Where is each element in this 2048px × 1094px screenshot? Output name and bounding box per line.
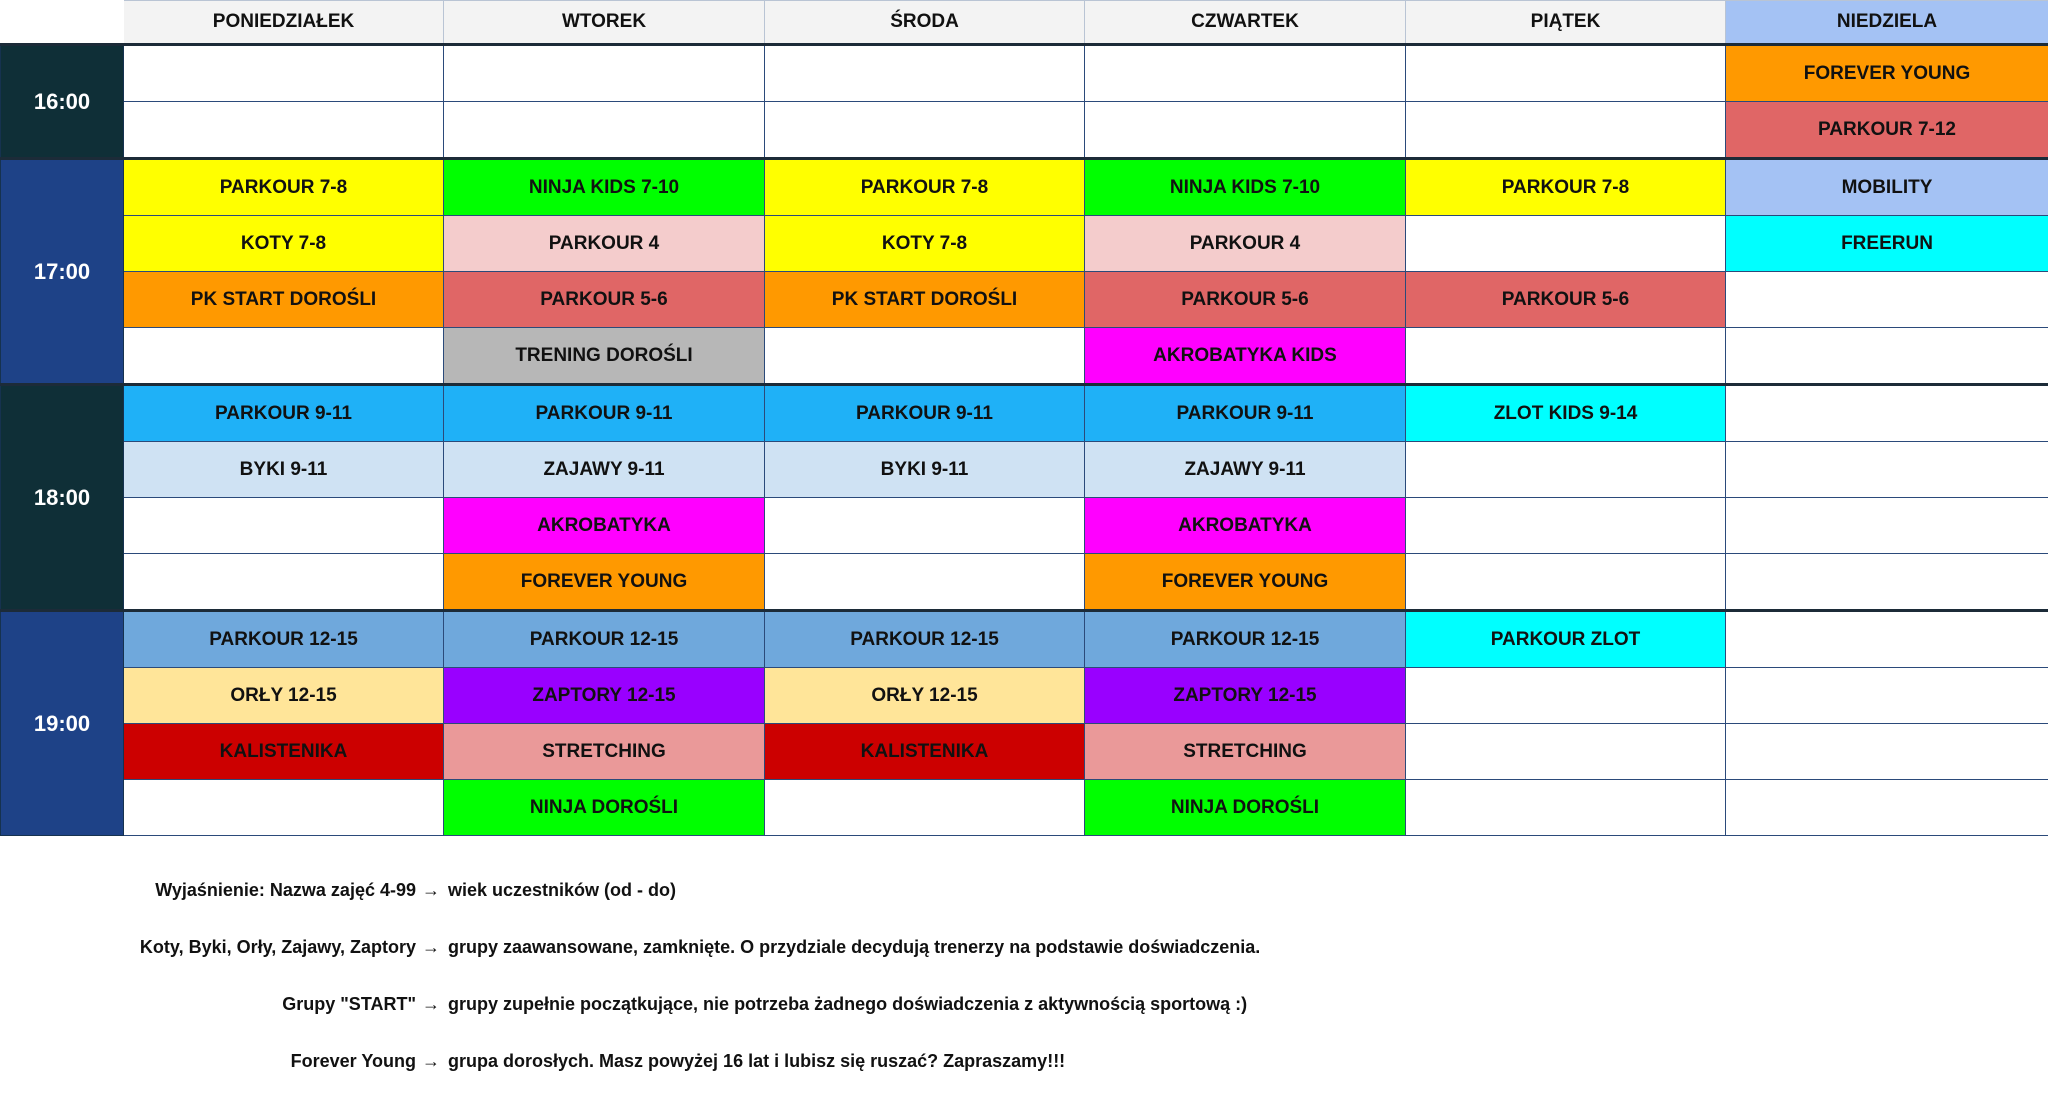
empty-cell-friday xyxy=(1406,442,1726,498)
class-cell-thursday: NINJA DOROŚLI xyxy=(1085,780,1406,836)
schedule-row xyxy=(1,442,2048,498)
class-cell-tuesday: NINJA DOROŚLI xyxy=(444,780,765,836)
empty-cell-monday xyxy=(124,328,444,385)
class-cell-wednesday: PARKOUR 7-8 xyxy=(765,159,1085,216)
time-slot-label: 18:00 xyxy=(1,385,124,611)
empty-cell-wednesday xyxy=(765,498,1085,554)
class-cell-monday: PARKOUR 7-8 xyxy=(124,159,444,216)
empty-cell-friday xyxy=(1406,498,1726,554)
schedule-row xyxy=(1,724,2048,780)
class-cell-friday: PARKOUR ZLOT xyxy=(1406,611,1726,668)
arrow-right-icon: → xyxy=(422,880,440,900)
class-cell-tuesday: PARKOUR 12-15 xyxy=(444,611,765,668)
schedule-row xyxy=(1,159,2048,216)
time-slot-label: 19:00 xyxy=(1,611,124,836)
empty-cell-wednesday xyxy=(765,102,1085,159)
schedule-row xyxy=(1,498,2048,554)
class-cell-thursday: PARKOUR 4 xyxy=(1085,216,1406,272)
empty-cell-friday xyxy=(1406,328,1726,385)
empty-cell-tuesday xyxy=(444,102,765,159)
schedule-row xyxy=(1,385,2048,442)
legend xyxy=(0,862,2048,1090)
class-cell-wednesday: PARKOUR 12-15 xyxy=(765,611,1085,668)
legend-row-advanced-groups xyxy=(0,919,2048,976)
empty-cell-sunday xyxy=(1726,498,2048,554)
schedule-row xyxy=(1,216,2048,272)
schedule-row xyxy=(1,328,2048,385)
class-cell-tuesday: ZAPTORY 12-15 xyxy=(444,668,765,724)
legend-term-text: Koty, Byki, Orły, Zajawy, Zaptory xyxy=(139,937,416,957)
legend-term xyxy=(155,880,440,901)
empty-cell-friday xyxy=(1406,724,1726,780)
class-cell-wednesday: PARKOUR 9-11 xyxy=(765,385,1085,442)
class-cell-tuesday: TRENING DOROŚLI xyxy=(444,328,765,385)
day-header-thursday: CZWARTEK xyxy=(1085,1,1406,45)
schedule-row xyxy=(1,668,2048,724)
class-cell-wednesday: KALISTENIKA xyxy=(765,724,1085,780)
class-cell-monday: KOTY 7-8 xyxy=(124,216,444,272)
empty-cell-sunday xyxy=(1726,611,2048,668)
legend-description: wiek uczestników (od - do) xyxy=(448,880,677,900)
schedule-row xyxy=(1,102,2048,159)
class-cell-thursday: AKROBATYKA xyxy=(1085,498,1406,554)
legend-term xyxy=(282,994,440,1015)
empty-cell-wednesday xyxy=(765,554,1085,611)
class-cell-tuesday: STRETCHING xyxy=(444,724,765,780)
time-slot-label: 17:00 xyxy=(1,159,124,385)
class-cell-monday: BYKI 9-11 xyxy=(124,442,444,498)
empty-cell-sunday xyxy=(1726,385,2048,442)
class-cell-sunday: FOREVER YOUNG xyxy=(1726,45,2048,102)
empty-cell-wednesday xyxy=(765,45,1085,102)
class-cell-monday: PARKOUR 12-15 xyxy=(124,611,444,668)
legend-term-text: Forever Young xyxy=(290,1051,416,1071)
legend-description: grupy zaawansowane, zamknięte. O przydziale decydują trenerzy na podstawie doświadczenia. xyxy=(448,937,1261,957)
empty-cell-sunday xyxy=(1726,724,2048,780)
legend-term-text: Wyjaśnienie: Nazwa zajęć 4-99 xyxy=(155,880,416,900)
class-cell-tuesday: PARKOUR 4 xyxy=(444,216,765,272)
corner-cell xyxy=(1,1,124,45)
class-cell-monday: PARKOUR 9-11 xyxy=(124,385,444,442)
empty-cell-sunday xyxy=(1726,442,2048,498)
class-cell-thursday: AKROBATYKA KIDS xyxy=(1085,328,1406,385)
class-cell-tuesday: FOREVER YOUNG xyxy=(444,554,765,611)
empty-cell-friday xyxy=(1406,216,1726,272)
empty-cell-sunday xyxy=(1726,780,2048,836)
empty-cell-monday xyxy=(124,45,444,102)
class-cell-monday: KALISTENIKA xyxy=(124,724,444,780)
class-cell-thursday: ZAPTORY 12-15 xyxy=(1085,668,1406,724)
class-cell-thursday: PARKOUR 9-11 xyxy=(1085,385,1406,442)
class-cell-thursday: ZAJAWY 9-11 xyxy=(1085,442,1406,498)
arrow-right-icon: → xyxy=(422,994,440,1014)
schedule-row xyxy=(1,780,2048,836)
schedule-row xyxy=(1,45,2048,102)
arrow-right-icon: → xyxy=(422,1051,440,1071)
class-cell-sunday: PARKOUR 7-12 xyxy=(1726,102,2048,159)
class-cell-wednesday: ORŁY 12-15 xyxy=(765,668,1085,724)
class-cell-wednesday: PK START DOROŚLI xyxy=(765,272,1085,328)
day-header-tuesday: WTOREK xyxy=(444,1,765,45)
empty-cell-friday xyxy=(1406,102,1726,159)
schedule-row xyxy=(1,272,2048,328)
day-header-monday: PONIEDZIAŁEK xyxy=(124,1,444,45)
legend-row-start-groups xyxy=(0,976,2048,1033)
schedule-row xyxy=(1,554,2048,611)
class-cell-tuesday: NINJA KIDS 7-10 xyxy=(444,159,765,216)
empty-cell-thursday xyxy=(1085,102,1406,159)
class-cell-friday: ZLOT KIDS 9-14 xyxy=(1406,385,1726,442)
day-header-wednesday: ŚRODA xyxy=(765,1,1085,45)
class-cell-thursday: STRETCHING xyxy=(1085,724,1406,780)
empty-cell-friday xyxy=(1406,45,1726,102)
class-cell-sunday: MOBILITY xyxy=(1726,159,2048,216)
class-cell-tuesday: PARKOUR 9-11 xyxy=(444,385,765,442)
legend-term xyxy=(291,1051,440,1072)
class-cell-tuesday: ZAJAWY 9-11 xyxy=(444,442,765,498)
empty-cell-friday xyxy=(1406,554,1726,611)
legend-description: grupy zupełnie początkujące, nie potrzeba żadnego doświadczenia z aktywnością sportową :) xyxy=(448,994,1248,1014)
day-header-friday: PIĄTEK xyxy=(1406,1,1726,45)
empty-cell-friday xyxy=(1406,780,1726,836)
class-cell-friday: PARKOUR 7-8 xyxy=(1406,159,1726,216)
empty-cell-monday xyxy=(124,780,444,836)
arrow-right-icon: → xyxy=(422,937,440,957)
empty-cell-tuesday xyxy=(444,45,765,102)
class-cell-thursday: PARKOUR 12-15 xyxy=(1085,611,1406,668)
empty-cell-monday xyxy=(124,102,444,159)
empty-cell-wednesday xyxy=(765,780,1085,836)
class-cell-sunday: FREERUN xyxy=(1726,216,2048,272)
empty-cell-monday xyxy=(124,498,444,554)
schedule-body xyxy=(1,45,2048,836)
empty-cell-friday xyxy=(1406,668,1726,724)
class-cell-wednesday: BYKI 9-11 xyxy=(765,442,1085,498)
empty-cell-monday xyxy=(124,554,444,611)
class-cell-friday: PARKOUR 5-6 xyxy=(1406,272,1726,328)
class-cell-thursday: PARKOUR 5-6 xyxy=(1085,272,1406,328)
class-cell-tuesday: AKROBATYKA xyxy=(444,498,765,554)
empty-cell-thursday xyxy=(1085,45,1406,102)
schedule-row xyxy=(1,611,2048,668)
day-header-sunday: NIEDZIELA xyxy=(1726,1,2048,45)
legend-row-forever-young xyxy=(0,1033,2048,1090)
empty-cell-sunday xyxy=(1726,328,2048,385)
empty-cell-sunday xyxy=(1726,554,2048,611)
empty-cell-sunday xyxy=(1726,668,2048,724)
legend-term xyxy=(140,937,440,958)
legend-description: grupa dorosłych. Masz powyżej 16 lat i lubisz się ruszać? Zapraszamy!!! xyxy=(448,1051,1066,1071)
legend-row-age xyxy=(0,862,2048,919)
empty-cell-sunday xyxy=(1726,272,2048,328)
day-header-row xyxy=(1,1,2048,45)
class-cell-tuesday: PARKOUR 5-6 xyxy=(444,272,765,328)
legend-term-text: Grupy "START" xyxy=(282,994,416,1014)
class-cell-monday: PK START DOROŚLI xyxy=(124,272,444,328)
empty-cell-wednesday xyxy=(765,328,1085,385)
class-cell-thursday: FOREVER YOUNG xyxy=(1085,554,1406,611)
class-cell-wednesday: KOTY 7-8 xyxy=(765,216,1085,272)
class-cell-monday: ORŁY 12-15 xyxy=(124,668,444,724)
class-cell-thursday: NINJA KIDS 7-10 xyxy=(1085,159,1406,216)
time-slot-label: 16:00 xyxy=(1,45,124,159)
